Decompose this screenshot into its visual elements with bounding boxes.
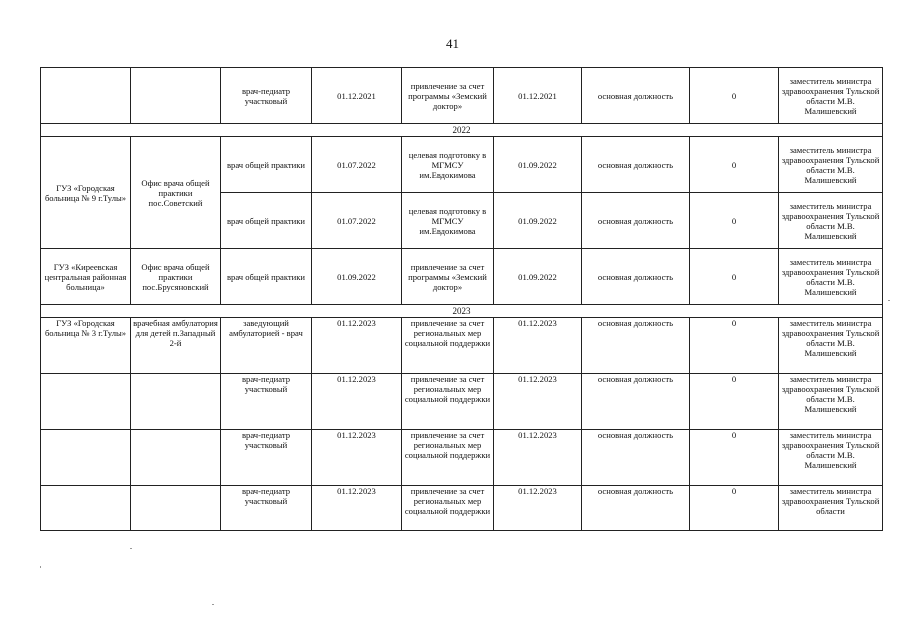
table-row [41,486,883,531]
org-cell [41,374,131,430]
job-type-cell: основная должность [582,193,690,249]
signatory-cell: заместитель министра здравоохранения Тульской области [779,486,883,531]
start-date-cell: 01.09.2022 [312,249,402,305]
hire-date-cell: 01.12.2023 [494,486,582,531]
org-cell [41,430,131,486]
count-cell: 0 [690,318,779,374]
year-row [41,124,883,137]
scan-speck [130,548,132,549]
table-row [41,374,883,430]
basis-cell: привлечение за счет программы «Земский доктор» [402,249,494,305]
count-cell: 0 [690,249,779,305]
office-cell [131,68,221,124]
position-cell: врач-педиатр участковый [221,486,312,531]
basis-cell: привлечение за счет региональных мер социальной поддержки [402,430,494,486]
job-type-cell: основная должность [582,249,690,305]
position-cell: врач-педиатр участковый [221,430,312,486]
office-cell: врачебная амбулатория для детей п.Западный 2-й [131,318,221,374]
hire-date-cell: 01.12.2021 [494,68,582,124]
start-date-cell: 01.12.2023 [312,430,402,486]
count-cell: 0 [690,486,779,531]
office-cell [131,486,221,531]
table-row [41,137,883,193]
count-cell: 0 [690,374,779,430]
job-type-cell: основная должность [582,486,690,531]
start-date-cell: 01.07.2022 [312,137,402,193]
org-cell: ГУЗ «Городская больница № 3 г.Тулы» [41,318,131,374]
position-cell: заведующий амбулаторией - врач [221,318,312,374]
count-cell: 0 [690,68,779,124]
basis-cell: целевая подготовку в МГМСУ им.Евдокимова [402,137,494,193]
hire-date-cell: 01.09.2022 [494,249,582,305]
signatory-cell: заместитель министра здравоохранения Тульской области М.В. Малишевский [779,430,883,486]
hire-date-cell: 01.12.2023 [494,374,582,430]
position-cell: врач общей практики [221,137,312,193]
start-date-cell: 01.12.2021 [312,68,402,124]
org-cell [41,486,131,531]
hire-date-cell: 01.09.2022 [494,193,582,249]
signatory-cell: заместитель министра здравоохранения Тульской области М.В. Малишевский [779,318,883,374]
table-row [41,249,883,305]
signatory-cell: заместитель министра здравоохранения Тульской области М.В. Малишевский [779,249,883,305]
table-row [41,318,883,374]
office-cell [131,430,221,486]
signatory-cell: заместитель министра здравоохранения Тульской области М.В. Малишевский [779,193,883,249]
year-row [41,305,883,318]
basis-cell: привлечение за счет региональных мер социальной поддержки [402,486,494,531]
staffing-table [40,67,883,531]
hire-date-cell: 01.12.2023 [494,318,582,374]
count-cell: 0 [690,430,779,486]
table-body [41,68,883,531]
start-date-cell: 01.12.2023 [312,374,402,430]
basis-cell: привлечение за счет региональных мер социальной поддержки [402,374,494,430]
job-type-cell: основная должность [582,430,690,486]
office-cell [131,374,221,430]
scan-speck [888,300,890,301]
count-cell: 0 [690,193,779,249]
basis-cell: целевая подготовку в МГМСУ им.Евдокимова [402,193,494,249]
job-type-cell: основная должность [582,68,690,124]
start-date-cell: 01.12.2023 [312,318,402,374]
position-cell: врач-педиатр участковый [221,68,312,124]
year-label: 2022 [41,124,883,137]
org-cell [41,68,131,124]
job-type-cell: основная должность [582,318,690,374]
office-cell: Офис врача общей практики пос.Советский [131,137,221,249]
office-cell: Офис врача общей практики пос.Брусяновский [131,249,221,305]
hire-date-cell: 01.09.2022 [494,137,582,193]
table-row [41,68,883,124]
org-cell: ГУЗ «Киреевская центральная районная больница» [41,249,131,305]
year-label: 2023 [41,305,883,318]
signatory-cell: заместитель министра здравоохранения Тульской области М.В. Малишевский [779,137,883,193]
start-date-cell: 01.12.2023 [312,486,402,531]
page-number: 41 [446,36,459,51]
basis-cell: привлечение за счет программы «Земский доктор» [402,68,494,124]
table-row [41,430,883,486]
signatory-cell: заместитель министра здравоохранения Тульской области М.В. Малишевский [779,68,883,124]
scan-speck [212,604,214,605]
position-cell: врач общей практики [221,193,312,249]
signatory-cell: заместитель министра здравоохранения Тульской области М.В. Малишевский [779,374,883,430]
position-cell: врач-педиатр участковый [221,374,312,430]
basis-cell: привлечение за счет региональных мер социальной поддержки [402,318,494,374]
org-cell: ГУЗ «Городская больница № 9 г.Тулы» [41,137,131,249]
start-date-cell: 01.07.2022 [312,193,402,249]
job-type-cell: основная должность [582,137,690,193]
hire-date-cell: 01.12.2023 [494,430,582,486]
job-type-cell: основная должность [582,374,690,430]
count-cell: 0 [690,137,779,193]
scan-speck [40,566,41,568]
position-cell: врач общей практики [221,249,312,305]
